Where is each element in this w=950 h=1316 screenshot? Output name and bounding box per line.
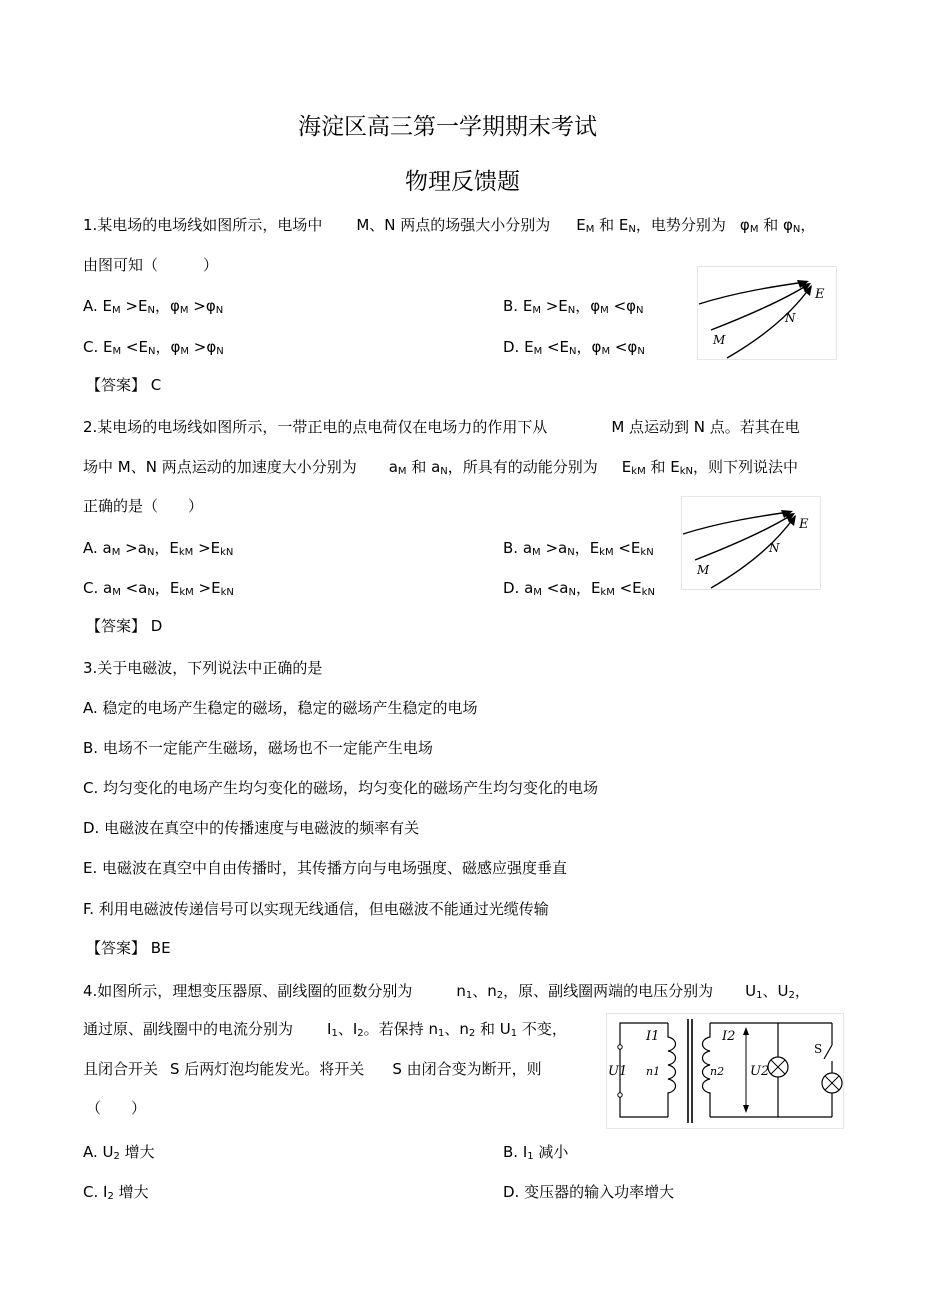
label-n2: n2	[710, 1065, 725, 1078]
q4-stem-line4: （ ）	[86, 1099, 147, 1117]
label-m: M	[713, 333, 726, 347]
label-n: N	[785, 311, 796, 325]
q4-stem-line2: 通过原、副线圈中的电流分别为 $I_1$、$I_2$。若保持 $n_1$、$n_2$ 和 $U_1$ 不变，	[83, 1020, 567, 1039]
q1-option-a: A. $E_M >E_N$，$\varphi_M >\varphi_N$	[83, 297, 224, 316]
q3-option-f: F. 利用电磁波传递信号可以实现无线通信，但电磁波不能通过光缆传输	[83, 900, 549, 918]
q1-stem-line1: 1.某电场的电场线如图所示，电场中 M、N 两点的场强大小分别为 $E_M$ 和 $E_N$，电势分别为 $\varphi_M$ 和 $\varphi_N$，	[83, 216, 816, 235]
q3-option-a: A. 稳定的电场产生稳定的磁场，稳定的磁场产生稳定的电场	[83, 699, 478, 717]
q2-option-a: A. $a_M >a_N$，$E_{kM} >E_{kN}$	[83, 539, 234, 558]
q1-option-c: C. $E_M <E_N$，$\varphi_M >\varphi_N$	[83, 338, 224, 357]
q2-option-b: B. $a_M >a_N$，$E_{kM} <E_{kN}$	[503, 539, 654, 558]
q2-answer: 【答案】 D	[86, 617, 163, 635]
q3-stem: 3.关于电磁波，下列说法中正确的是	[83, 659, 323, 677]
label-m: M	[697, 563, 710, 577]
label-s: S	[814, 1042, 823, 1056]
q1-option-b: B. $E_M >E_N$，$\varphi_M <\varphi_N$	[503, 297, 644, 316]
q1-option-d: D. $E_M <E_N$，$\varphi_M <\varphi_N$	[503, 338, 645, 357]
q2-option-d: D. $a_M <a_N$，$E_{kM} <E_{kN}$	[503, 579, 655, 598]
q3-option-e: E. 电磁波在真空中自由传播时，其传播方向与电场强度、磁感应强度垂直	[83, 859, 568, 877]
q2-stem-line2: 场中 M、N 两点运动的加速度大小分别为 $a_M$ 和 $a_N$，所具有的动能分别为 $E_{kM}$ 和 $E_{kN}$，则下列说法中	[83, 458, 799, 477]
page-title: 海淀区高三第一学期期末考试	[298, 114, 597, 140]
q1-stem-line2: 由图可知（ ）	[83, 256, 219, 274]
q2-stem-line3: 正确的是（ ）	[83, 497, 204, 515]
q2-option-c: C. $a_M <a_N$，$E_{kM} >E_{kN}$	[83, 579, 234, 598]
label-u1: U1	[608, 1064, 628, 1079]
q4-option-c: C. $I_2$ 增大	[83, 1183, 149, 1202]
q4-stem-line3: 且闭合开关 S 后两灯泡均能发光。将开关 S 由闭合变为断开，则	[83, 1060, 542, 1078]
q3-answer: 【答案】 BE	[86, 939, 171, 957]
label-u2: U2	[750, 1064, 770, 1079]
q1-answer: 【答案】 C	[86, 376, 162, 394]
q2-stem-line1: 2.某电场的电场线如图所示，一带正电的点电荷仅在电场力的作用下从 M 点运动到 N 点。若其在电	[83, 418, 800, 436]
q4-option-d: D. 变压器的输入功率增大	[503, 1183, 675, 1201]
label-n: N	[769, 541, 780, 555]
label-i2: I2	[722, 1029, 736, 1044]
field-lines-figure-1	[697, 266, 837, 360]
transformer-circuit-figure	[606, 1013, 844, 1129]
q4-option-a: A. $U_2$ 增大	[83, 1143, 155, 1162]
q3-option-d: D. 电磁波在真空中的传播速度与电磁波的频率有关	[83, 819, 420, 837]
q3-option-c: C. 均匀变化的电场产生均匀变化的磁场，均匀变化的磁场产生均匀变化的电场	[83, 779, 599, 797]
q4-stem-line1: 4.如图所示，理想变压器原、副线圈的匝数分别为 $n_1$、$n_2$，原、副线圈两端的电压分别为 $U_1$、$U_2$，	[83, 982, 810, 1001]
field-lines-figure-2	[681, 496, 821, 590]
label-e: E	[799, 517, 809, 532]
page-subtitle: 物理反馈题	[405, 169, 520, 195]
label-n1: n1	[646, 1065, 661, 1078]
q4-option-b: B. $I_1$ 减小	[503, 1143, 569, 1162]
label-e: E	[815, 287, 825, 302]
label-i1: I1	[646, 1029, 660, 1044]
q3-option-b: B. 电场不一定能产生磁场，磁场也不一定能产生电场	[83, 739, 433, 757]
